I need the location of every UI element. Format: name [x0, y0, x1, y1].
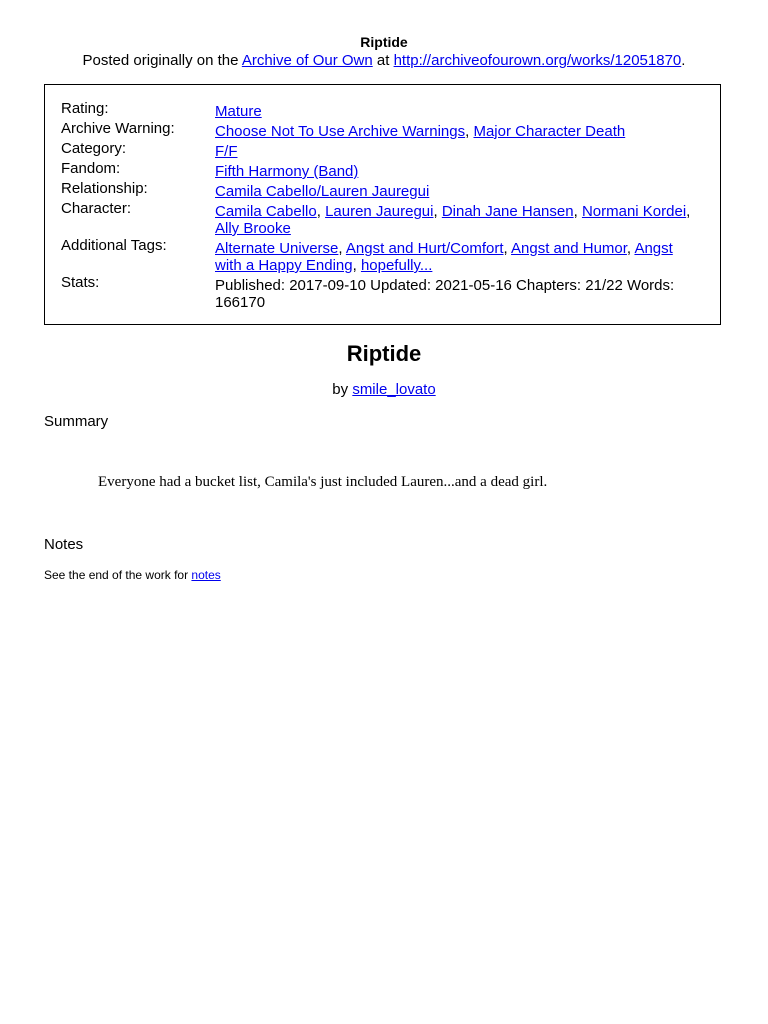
- separator: ,: [338, 240, 346, 257]
- summary-text: Everyone had a bucket list, Camila's just included Lauren...and a dead girl.: [98, 474, 548, 490]
- posted-prefix: Posted originally on the: [82, 52, 242, 69]
- character-link[interactable]: Camila Cabello: [215, 203, 317, 220]
- tags-label: Additional Tags:: [61, 237, 167, 254]
- separator: ,: [316, 203, 326, 220]
- warning-label: Archive Warning:: [61, 120, 175, 137]
- category-link[interactable]: F/F: [215, 143, 238, 160]
- fandom-link[interactable]: Fifth Harmony (Band): [215, 163, 359, 180]
- notes-link[interactable]: notes: [191, 568, 221, 582]
- warning-link[interactable]: Choose Not To Use Archive Warnings: [215, 123, 466, 140]
- archive-link[interactable]: Archive of Our Own: [241, 52, 373, 69]
- notes-prefix: See the end of the work for: [44, 568, 192, 582]
- relationship-label: Relationship:: [61, 180, 148, 197]
- notes-heading: Notes: [44, 536, 84, 553]
- summary-heading: Summary: [44, 413, 109, 430]
- rating-value: [215, 103, 695, 120]
- period: .: [681, 52, 686, 69]
- character-value: [215, 203, 695, 237]
- separator: ,: [573, 203, 582, 220]
- tag-link[interactable]: Angst with a Happy Ending: [215, 240, 673, 274]
- rating-label: Rating:: [61, 100, 109, 117]
- character-link[interactable]: Dinah Jane Hansen: [441, 203, 574, 220]
- separator: ,: [433, 203, 442, 220]
- work-title: Riptide: [346, 341, 422, 366]
- character-link[interactable]: Lauren Jauregui: [325, 203, 434, 220]
- warning-value: [215, 123, 695, 140]
- rating-link[interactable]: Mature: [215, 103, 262, 120]
- fandom-value: [215, 163, 695, 180]
- character-link[interactable]: Normani Kordei: [581, 203, 687, 220]
- tag-link[interactable]: hopefully...: [360, 257, 433, 274]
- relationship-value: [215, 183, 695, 200]
- tag-link[interactable]: Alternate Universe: [215, 240, 339, 257]
- posted-line: [0, 52, 768, 69]
- by-prefix: by: [332, 381, 353, 398]
- tag-link[interactable]: Angst and Humor: [511, 240, 627, 257]
- fandom-label: Fandom:: [61, 160, 121, 177]
- separator: ,: [626, 240, 635, 257]
- page-title: Riptide: [360, 34, 408, 50]
- category-label: Category:: [61, 140, 127, 157]
- work-url-link[interactable]: http://archiveofourown.org/works/12051870: [393, 52, 682, 69]
- stats-value: Published: 2017-09-10 Updated: 2021-05-16 Chapters: 21/22 Words: 166170: [215, 277, 675, 311]
- relationship-link[interactable]: Camila Cabello/Lauren Jauregui: [215, 183, 430, 200]
- separator: ,: [686, 203, 691, 220]
- character-link[interactable]: Ally Brooke: [215, 220, 291, 237]
- tag-link[interactable]: Angst and Hurt/Comfort: [345, 240, 504, 257]
- separator: ,: [352, 257, 361, 274]
- separator: ,: [465, 123, 474, 140]
- character-label: Character:: [61, 200, 132, 217]
- stats-label: Stats:: [61, 274, 100, 291]
- category-value: [215, 143, 695, 160]
- warning-link[interactable]: Major Character Death: [473, 123, 626, 140]
- at-text: at: [372, 52, 394, 69]
- byline: [0, 381, 768, 398]
- work-metadata-box: [44, 84, 721, 325]
- separator: ,: [503, 240, 512, 257]
- notes-text: [44, 568, 221, 582]
- tags-value: [215, 240, 695, 274]
- author-link[interactable]: smile_lovato: [352, 381, 436, 398]
